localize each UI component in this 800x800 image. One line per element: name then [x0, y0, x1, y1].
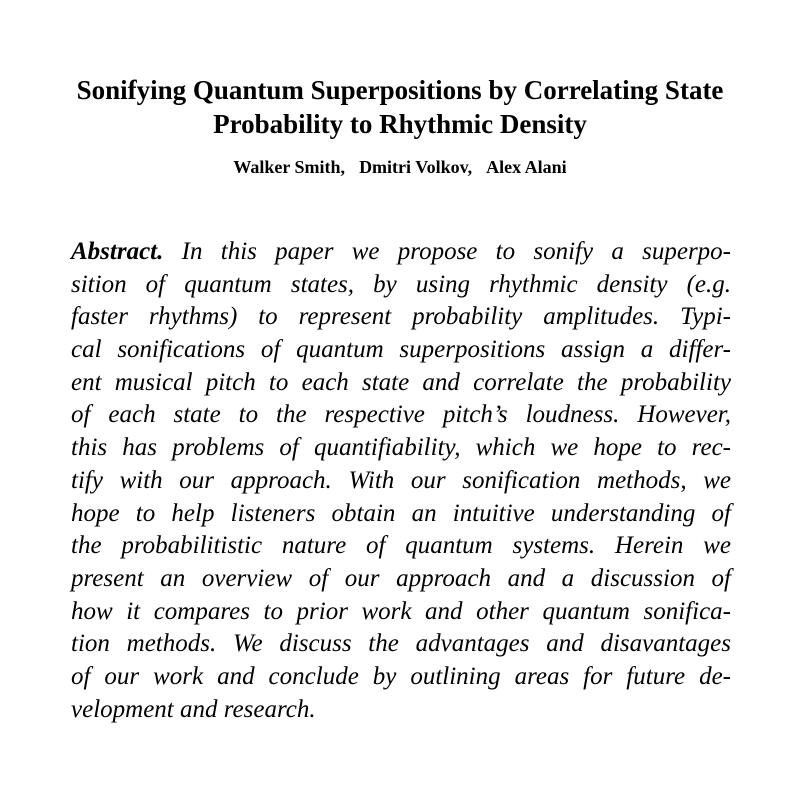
abstract-line-8: tify with our approach. With our sonification methods, we — [71, 466, 731, 494]
abstract-line-1 — [71, 236, 731, 269]
abstract-line-11: present an overview of our approach and a discussion of — [71, 564, 731, 592]
abstract-line-10: the probabilitistic nature of quantum systems. Herein we — [71, 532, 731, 560]
abstract — [71, 236, 731, 726]
abstract-line-13: tion methods. We discuss the advantages and disavantages — [71, 630, 731, 658]
abstract-line-9: hope to help listeners obtain an intuitive understanding of — [71, 499, 731, 527]
abstract-line-5: ent musical pitch to each state and correlate the probability — [71, 368, 731, 396]
abstract-line-15: velopment and research. — [71, 695, 316, 723]
abstract-line-14: of our work and conclude by outlining areas for future de- — [71, 662, 731, 690]
abstract-line-3: faster rhythms) to represent probability amplitudes. Typi- — [71, 303, 731, 331]
author-3: Alex Alani — [486, 157, 567, 177]
paper-title — [40, 73, 760, 141]
abstract-label: Abstract. — [71, 238, 164, 265]
abstract-line-7: this has problems of quantifiability, which we hope to rec- — [71, 434, 731, 462]
author-list — [40, 155, 760, 179]
abstract-line-12: how it compares to prior work and other quantum sonifica- — [71, 597, 731, 625]
abstract-line-1-text: In this paper we propose to sonify a superpo- — [181, 238, 732, 265]
title-line-2: Probability to Rhythmic Density — [213, 109, 587, 139]
abstract-line-2: sition of quantum states, by using rhythmic density (e.g. — [71, 270, 731, 298]
abstract-line-6: of each state to the respective pitch’s loudness. However, — [71, 401, 731, 429]
author-2: Dmitri Volkov, — [359, 157, 473, 177]
author-1: Walker Smith, — [233, 157, 346, 177]
title-line-1: Sonifying Quantum Superpositions by Correlating State — [76, 75, 724, 105]
abstract-line-4: cal sonifications of quantum superpositions assign a differ- — [71, 336, 731, 364]
